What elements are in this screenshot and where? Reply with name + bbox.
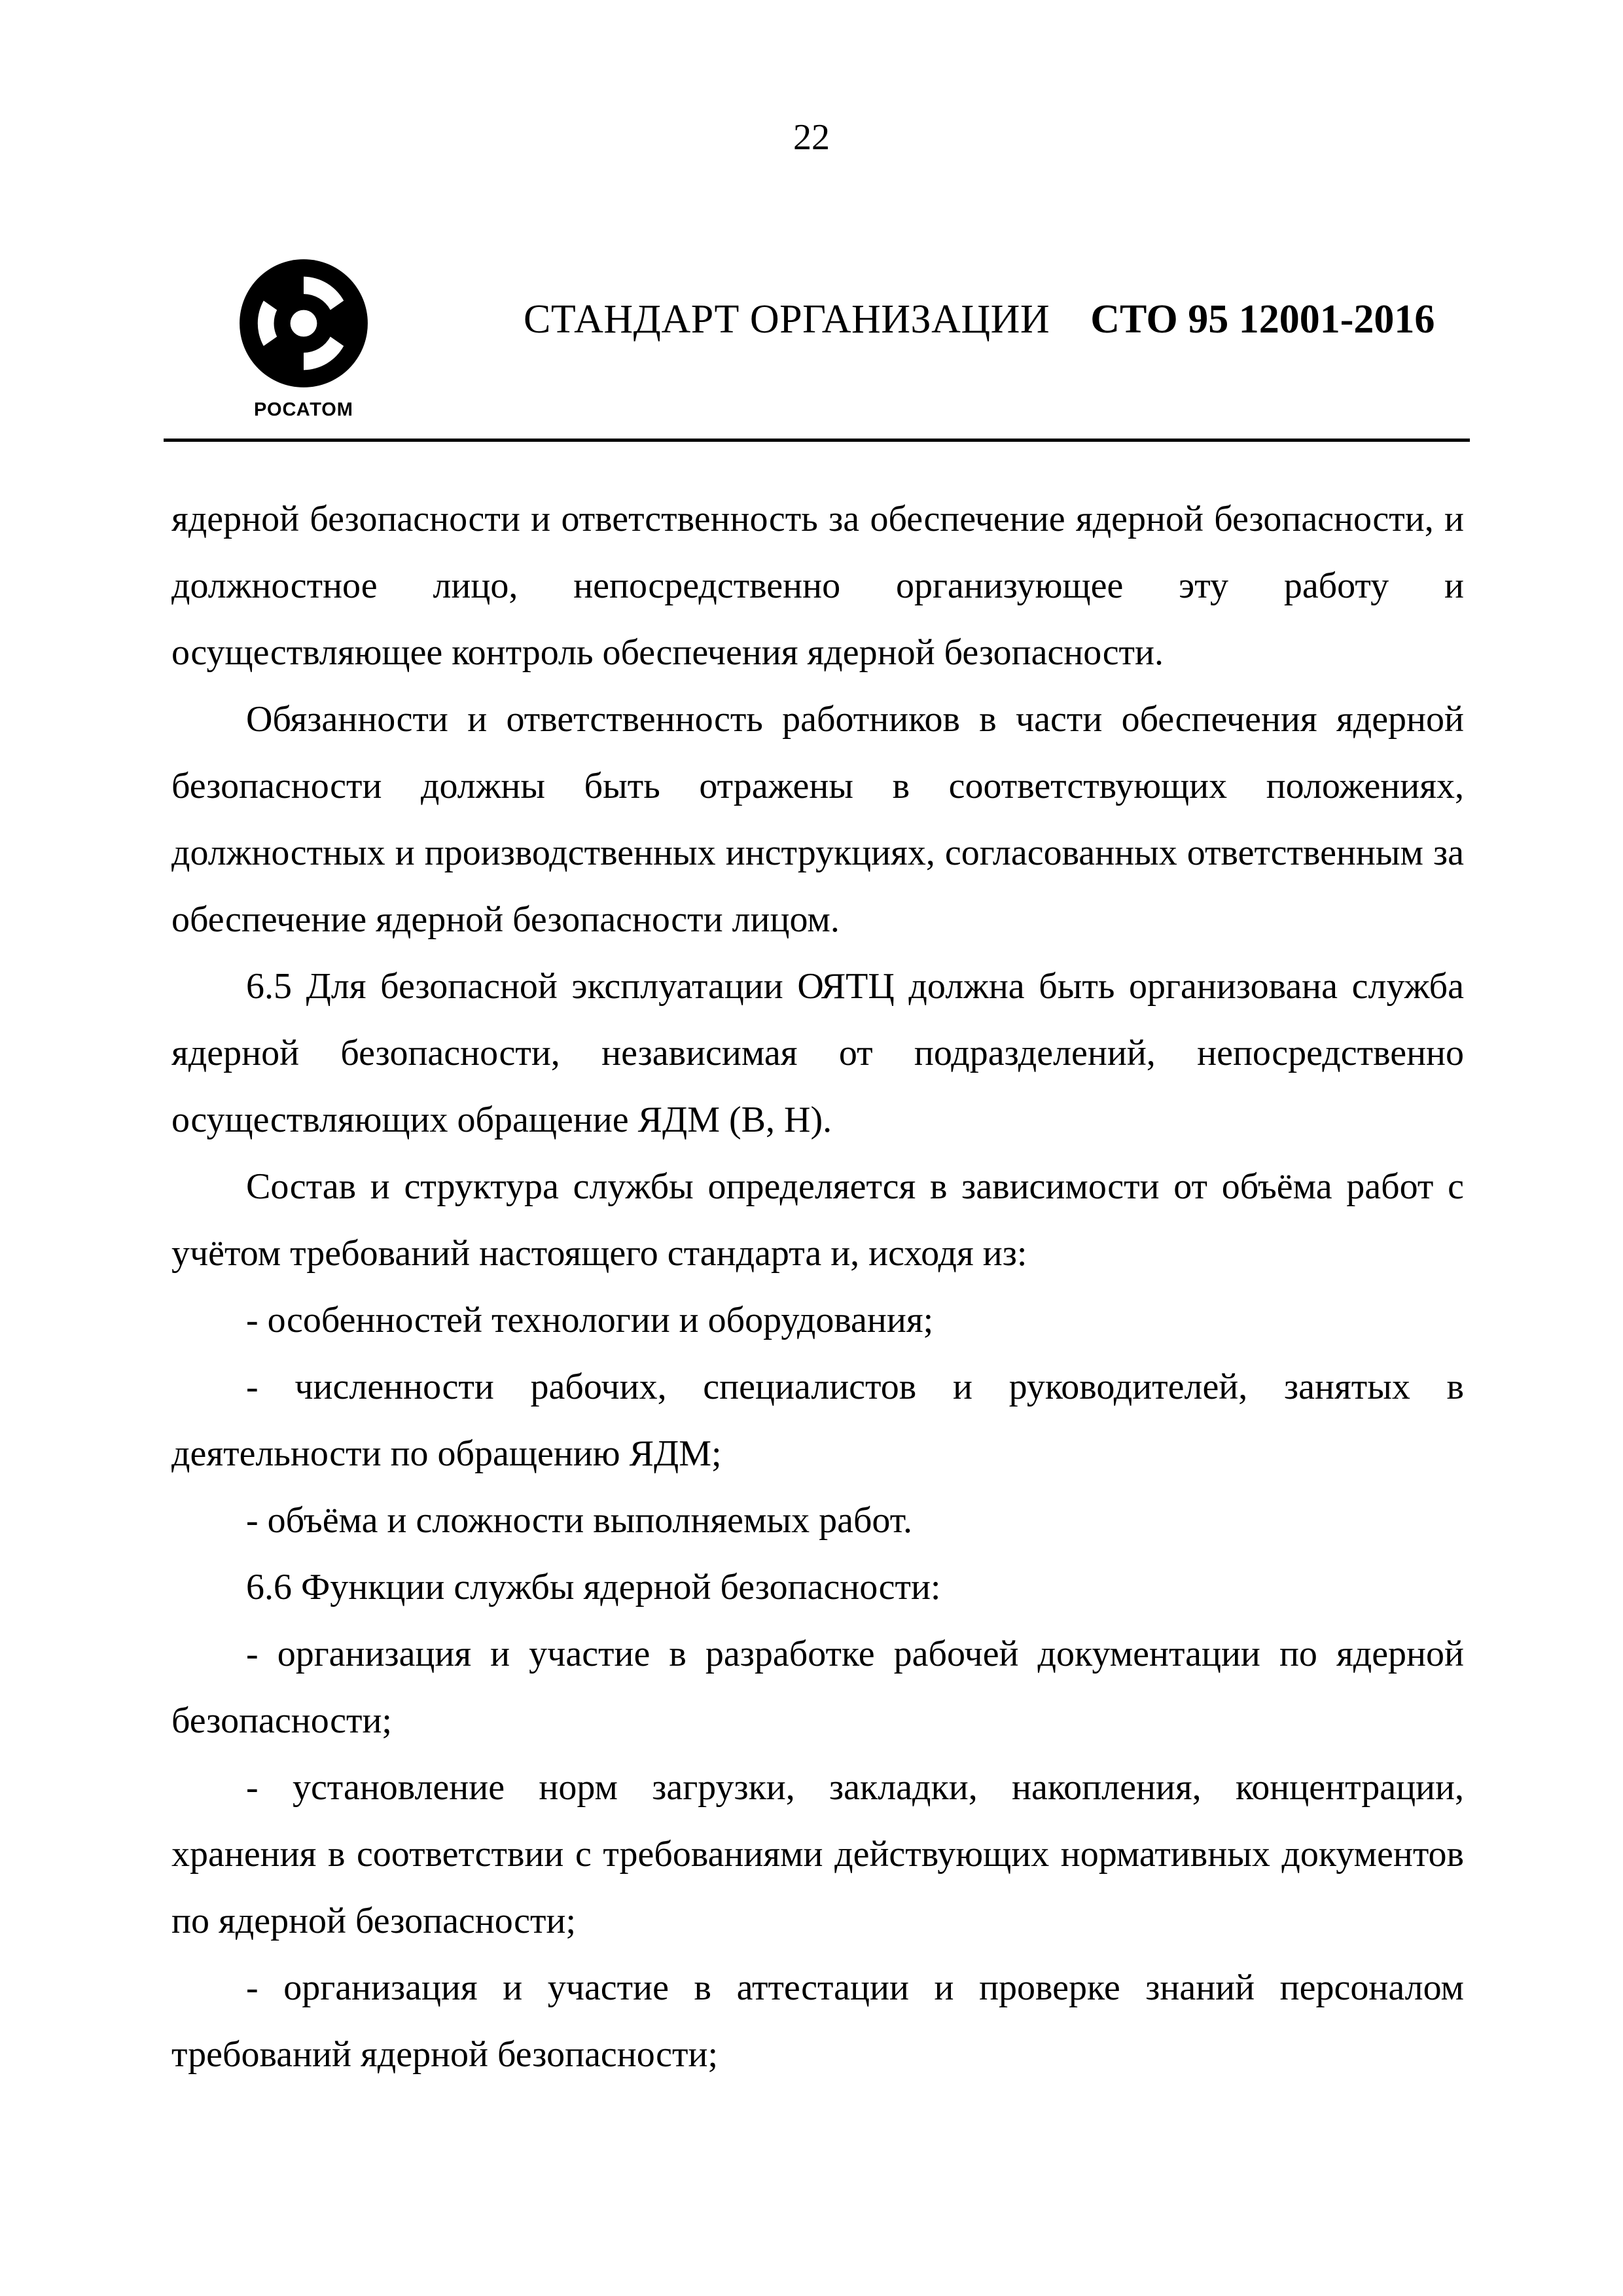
list-item: - особенностей технологии и оборудования; xyxy=(246,1300,934,1340)
standard-label: СТАНДАРТ ОРГАНИЗАЦИИ xyxy=(524,297,1050,342)
header-divider xyxy=(164,439,1470,442)
standard-code: СТО 95 12001-2016 xyxy=(1090,297,1435,342)
paragraph: Состав и структура службы определяется в зависимости от объёма работ с учётом требований настоящего стандарта и, исходя из: xyxy=(171,1166,1464,1274)
list-item: - организация и участие в аттестации и проверке знаний персоналом требований ядерной безопасности; xyxy=(171,1967,1464,2075)
paragraph: Обязанности и ответственность работников в части обеспечения ядерной безопасности должны быть отражены в соответствующих положениях, должностных и производственных инструкциях, согласованных ответственным за обеспечение ядерной безопасности лицом. xyxy=(171,699,1464,940)
list-item: - объёма и сложности выполняемых работ. xyxy=(246,1500,912,1541)
list-item: - установление норм загрузки, закладки, накопления, концентрации, хранения в соответствии с требованиями действующих нормативных документов по ядерной безопасности; xyxy=(171,1767,1464,1941)
paragraph: 6.5 Для безопасной эксплуатации ОЯТЦ должна быть организована служба ядерной безопасности, независимая от подразделений, непосредственно осуществляющих обращение ЯДМ (В, Н). xyxy=(171,966,1464,1140)
list-item: - численности рабочих, специалистов и руководителей, занятых в деятельности по обращению ЯДМ; xyxy=(171,1367,1464,1474)
rosatom-logo xyxy=(237,257,370,421)
list-item: - организация и участие в разработке рабочей документации по ядерной безопасности; xyxy=(171,1634,1464,1741)
document-body xyxy=(171,486,1464,2088)
header-title xyxy=(524,293,1435,346)
paragraph: ядерной безопасности и ответственность за обеспечение ядерной безопасности, и должностное лицо, непосредственно организующее эту работу и осуществляющее контроль обеспечения ядерной безопасности. xyxy=(171,499,1464,673)
section-heading: 6.6 Функции службы ядерной безопасности: xyxy=(246,1567,941,1607)
logo-text: РОСАТОМ xyxy=(254,399,353,420)
page-number: 22 xyxy=(793,117,830,158)
rosatom-emblem-icon xyxy=(237,257,370,390)
